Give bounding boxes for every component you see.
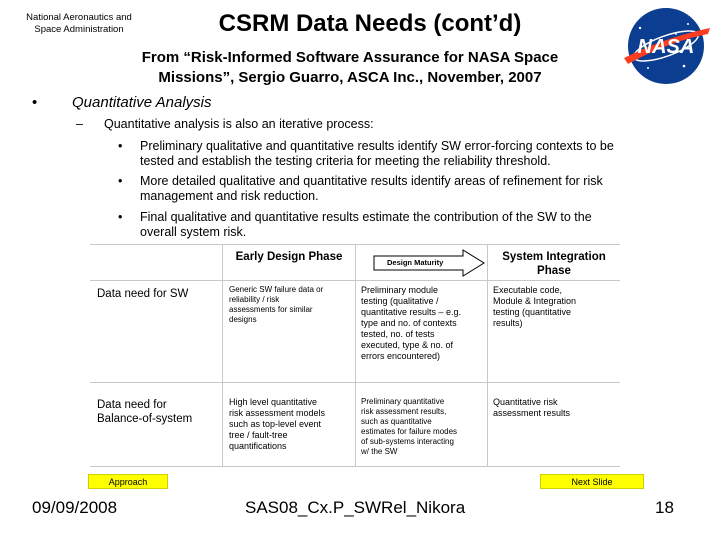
bullet-line: tested and establish the testing criteria for meeting the reliability threshold. <box>140 154 551 168</box>
bullet-line: management and risk reduction. <box>140 189 319 203</box>
cell-line: risk assessment models <box>229 408 326 418</box>
cell-line: tree / fault-tree <box>229 430 288 440</box>
cell-line: quantifications <box>229 441 287 451</box>
col-header-early-design: Early Design Phase <box>235 251 343 263</box>
bullet-line: More detailed qualitative and quantitative results identify areas of refinement for risk <box>140 174 603 188</box>
cell-line: Generic SW failure data or <box>229 285 324 294</box>
bullet-line: Final qualitative and quantitative results estimate the contribution of the SW to the <box>140 210 592 224</box>
nasa-logo-text: NASA <box>637 36 695 58</box>
bullet-line: overall system risk. <box>140 225 247 239</box>
approach-button[interactable]: Approach <box>88 474 168 489</box>
footer-date: 09/09/2008 <box>32 498 118 517</box>
cell-bos-integration <box>493 397 619 419</box>
cell-line: testing (quantitative <box>493 307 572 317</box>
bullet-mark: • <box>118 174 123 188</box>
cell-line: such as quantitative <box>361 417 432 426</box>
table-divider <box>355 244 356 466</box>
slide-subtitle <box>90 48 610 88</box>
subtitle-line-2: Missions”, Sergio Guarro, ASCA Inc., November, 2007 <box>158 69 542 86</box>
bullet-mark: • <box>118 139 123 153</box>
footer-doc-id: SAS08_Cx.P_SWRel_Nikora <box>245 498 466 517</box>
cell-bos-early <box>229 397 353 452</box>
col-header-system-integration <box>489 250 619 278</box>
slide-title: CSRM Data Needs (cont’d) <box>218 10 522 37</box>
cell-sw-integration <box>493 285 619 329</box>
cell-line: type and no. of contexts <box>361 318 457 328</box>
cell-line: Quantitative risk <box>493 397 558 407</box>
cell-line: tested, no. of tests <box>361 329 435 339</box>
footer-page-number: 18 <box>655 498 674 517</box>
cell-line: of sub-systems interacting <box>361 437 454 446</box>
cell-line: reliability / risk <box>229 295 280 304</box>
next-slide-button[interactable]: Next Slide <box>540 474 644 489</box>
table-divider <box>487 244 488 466</box>
cell-line: Executable code, <box>493 285 563 295</box>
cell-line: such as top-level event <box>229 419 322 429</box>
cell-line: Preliminary module <box>361 285 439 295</box>
cell-line: executed, type & no. of <box>361 340 454 350</box>
cell-line: w/ the SW <box>361 447 398 456</box>
bullet-mark: • <box>32 94 38 111</box>
dash-text: Quantitative analysis is also an iterative process: <box>104 117 374 131</box>
row-label-data-need-sw <box>97 287 221 301</box>
cell-line: testing (qualitative / <box>361 296 439 306</box>
cell-bos-middle <box>361 397 487 457</box>
cell-sw-middle <box>361 285 487 362</box>
agency-line-1: National Aeronautics and <box>26 12 132 23</box>
table-divider <box>90 466 620 467</box>
cell-line: estimates for failure modes <box>361 427 458 436</box>
cell-line: results) <box>493 318 523 328</box>
agency-name <box>4 12 154 36</box>
cell-line: quantitative results – e.g. <box>361 307 462 317</box>
cell-line: Module & Integration <box>493 296 577 306</box>
row-label-data-need-bos <box>97 398 221 426</box>
cell-line: risk assessment results, <box>361 407 447 416</box>
col-header-line: System Integration <box>502 251 606 263</box>
subtitle-line-1: From “Risk-Informed Software Assurance for NASA Space <box>141 49 559 66</box>
bullet-line: Preliminary qualitative and quantitative results identify SW error-forcing contexts to be <box>140 139 614 153</box>
cell-line: designs <box>229 315 257 324</box>
row-label-line: Data need for <box>97 399 167 411</box>
cell-line: Preliminary quantitative <box>361 397 445 406</box>
table-divider <box>222 244 223 466</box>
col-header-line: Phase <box>537 265 571 277</box>
cell-sw-early <box>229 285 353 325</box>
cell-line: errors encountered) <box>361 351 441 361</box>
agency-line-2: Space Administration <box>34 24 124 35</box>
row-label-line: Data need for SW <box>97 288 189 300</box>
cell-line: assessments for similar <box>229 305 313 314</box>
bullet-mark: • <box>118 210 123 224</box>
cell-line: High level quantitative <box>229 397 318 407</box>
bullet-text: Quantitative Analysis <box>72 94 212 111</box>
dash-mark: – <box>76 117 83 131</box>
design-maturity-label: Design Maturity <box>387 258 444 267</box>
nasa-logo <box>618 6 714 86</box>
row-label-line: Balance-of-system <box>97 413 193 425</box>
cell-line: assessment results <box>493 408 571 418</box>
